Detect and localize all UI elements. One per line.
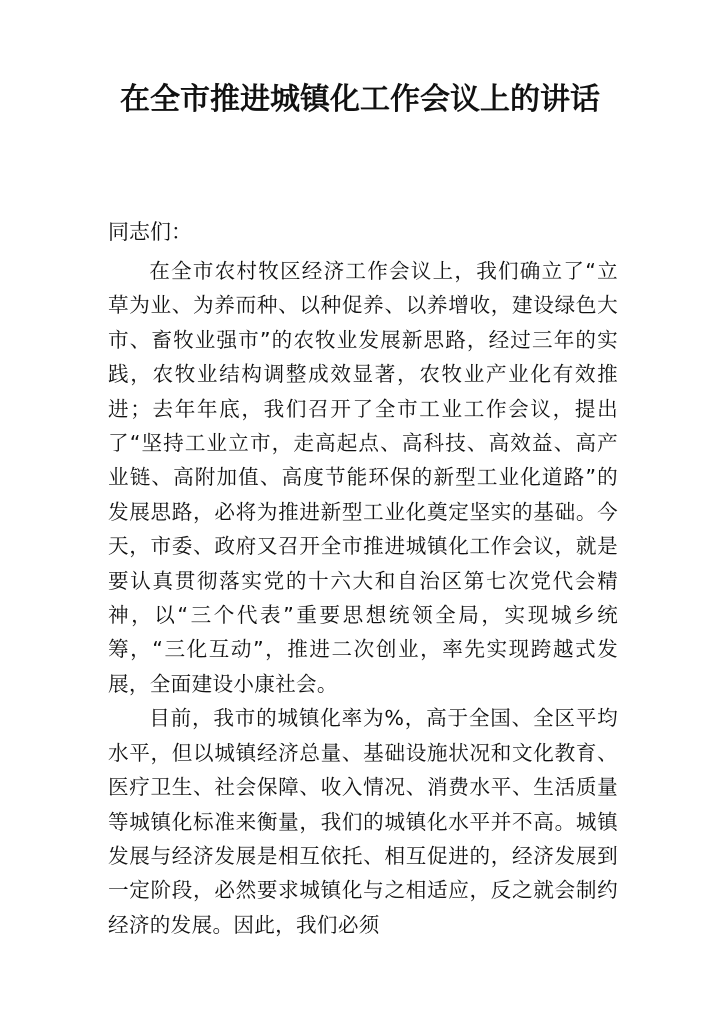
paragraph-2: 目前，我市的城镇化率为%，高于全国、全区平均水平，但以城镇经济总量、基础设施状况和文化教育、医疗卫生、社会保障、收入情况、消费水平、生活质量等城镇化标准来衡量，我们的城镇化水平并不高。城镇发展与经济发展是相互依托、相互促进的，经济发展到一定阶段，必然要求城镇化与之相适应，反之就会制约经济的发展。因此，我们必须 <box>108 706 618 937</box>
document-body <box>108 254 618 942</box>
paragraph-1: 在全市农村牧区经济工作会议上，我们确立了“立草为业、为养而种、以种促养、以养增收，建设绿色大市、畜牧业强市”的农牧业发展新思路，经过三年的实践，农牧业结构调整成效显著，农牧业产业化有效推进；去年年底，我们召开了全市工业工作会议，提出了“坚持工业立市，走高起点、高科技、高效益、高产业链、高附加值、高度节能环保的新型工业化道路”的发展思路，必将为推进新型工业化奠定坚实的基础。今天，市委、政府又召开全市推进城镇化工作会议，就是要认真贯彻落实党的十六大和自治区第七次党代会精神，以“三个代表”重要思想统领全局，实现城乡统筹，“三化互动”，推进二次创业，率先实现跨越式发展，全面建设小康社会。 <box>108 259 618 696</box>
salutation: 同志们： <box>108 220 192 244</box>
document-title: 在全市推进城镇化工作会议上的讲话 <box>120 82 600 117</box>
